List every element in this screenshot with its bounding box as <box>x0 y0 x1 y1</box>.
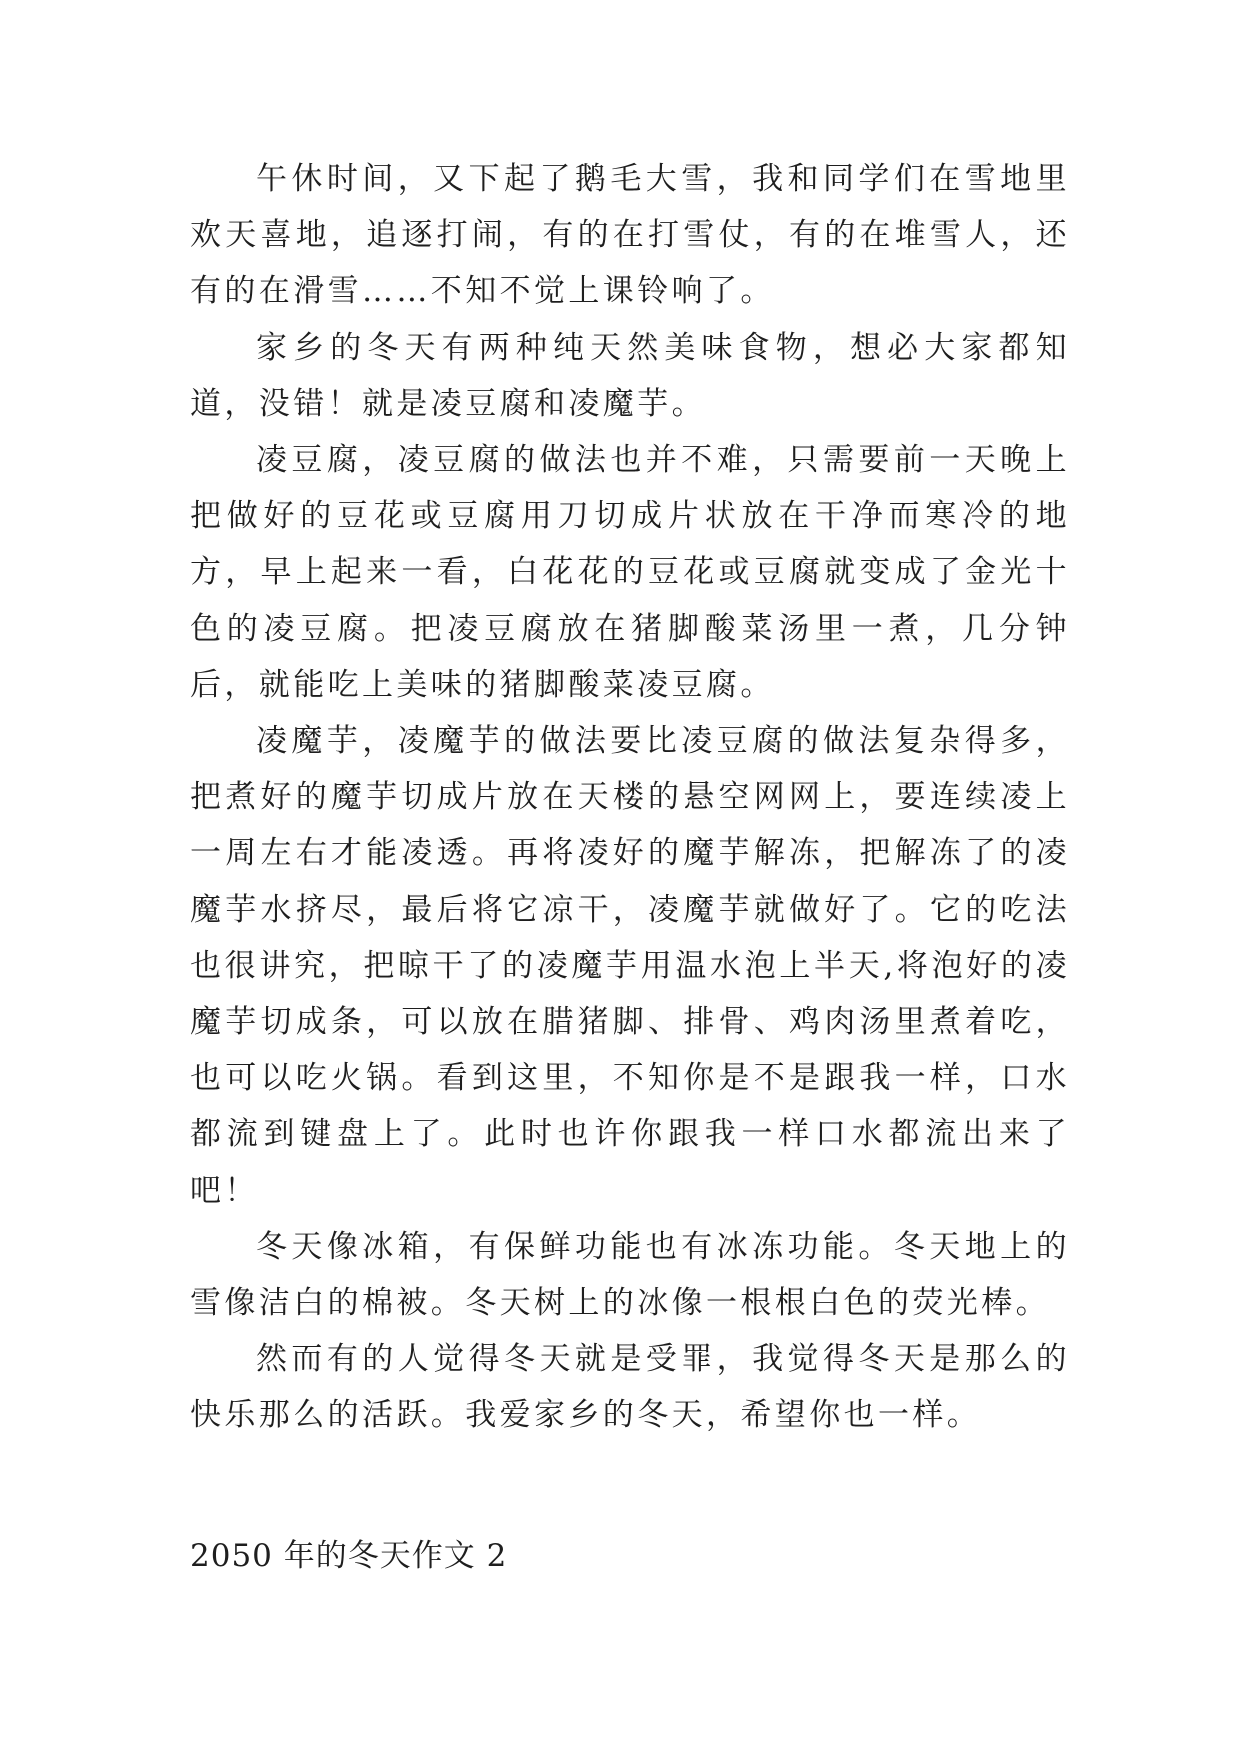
essay-body <box>190 151 1070 1444</box>
paragraph-3: 凌豆腐，凌豆腐的做法也并不难，只需要前一天晚上把做好的豆花或豆腐用刀切成片状放在干净而寒冷的地方，早上起来一看，白花花的豆花或豆腐就变成了金光十色的凌豆腐。把凌豆腐放在猪脚酸菜汤里一煮，几分钟后，就能吃上美味的猪脚酸菜凌豆腐。 <box>190 442 1070 703</box>
paragraph-2: 家乡的冬天有两种纯天然美味食物，想必大家都知道，没错！就是凌豆腐和凌魔芋。 <box>190 329 1070 422</box>
paragraph-5: 冬天像冰箱，有保鲜功能也有冰冻功能。冬天地上的雪像洁白的棉被。冬天树上的冰像一根根白色的荧光棒。 <box>190 1228 1070 1322</box>
paragraph-1: 午休时间，又下起了鹅毛大雪，我和同学们在雪地里欢天喜地，追逐打闹，有的在打雪仗，有的在堆雪人，还有的在滑雪……不知不觉上课铃响了。 <box>190 161 1070 310</box>
next-essay-title: 2050 年的冬天作文 2 <box>190 1538 508 1574</box>
paragraph-4: 凌魔芋，凌魔芋的做法要比凌豆腐的做法复杂得多，把煮好的魔芋切成片放在天楼的悬空网网上，要连续凌上一周左右才能凌透。再将凌好的魔芋解冻，把解冻了的凌魔芋水挤尽，最后将它凉干，凌魔芋就做好了。它的吃法也很讲究，把晾干了的凌魔芋用温水泡上半天,将泡好的凌魔芋切成条，可以放在腊猪脚、排骨、鸡肉汤里煮着吃，也可以吃火锅。看到这里，不知你是不是跟我一样，口水都流到键盘上了。此时也许你跟我一样口水都流出来了吧！ <box>190 723 1070 1209</box>
paragraph-6: 然而有的人觉得冬天就是受罪，我觉得冬天是那么的快乐那么的活跃。我爱家乡的冬天，希望你也一样。 <box>190 1341 1070 1434</box>
